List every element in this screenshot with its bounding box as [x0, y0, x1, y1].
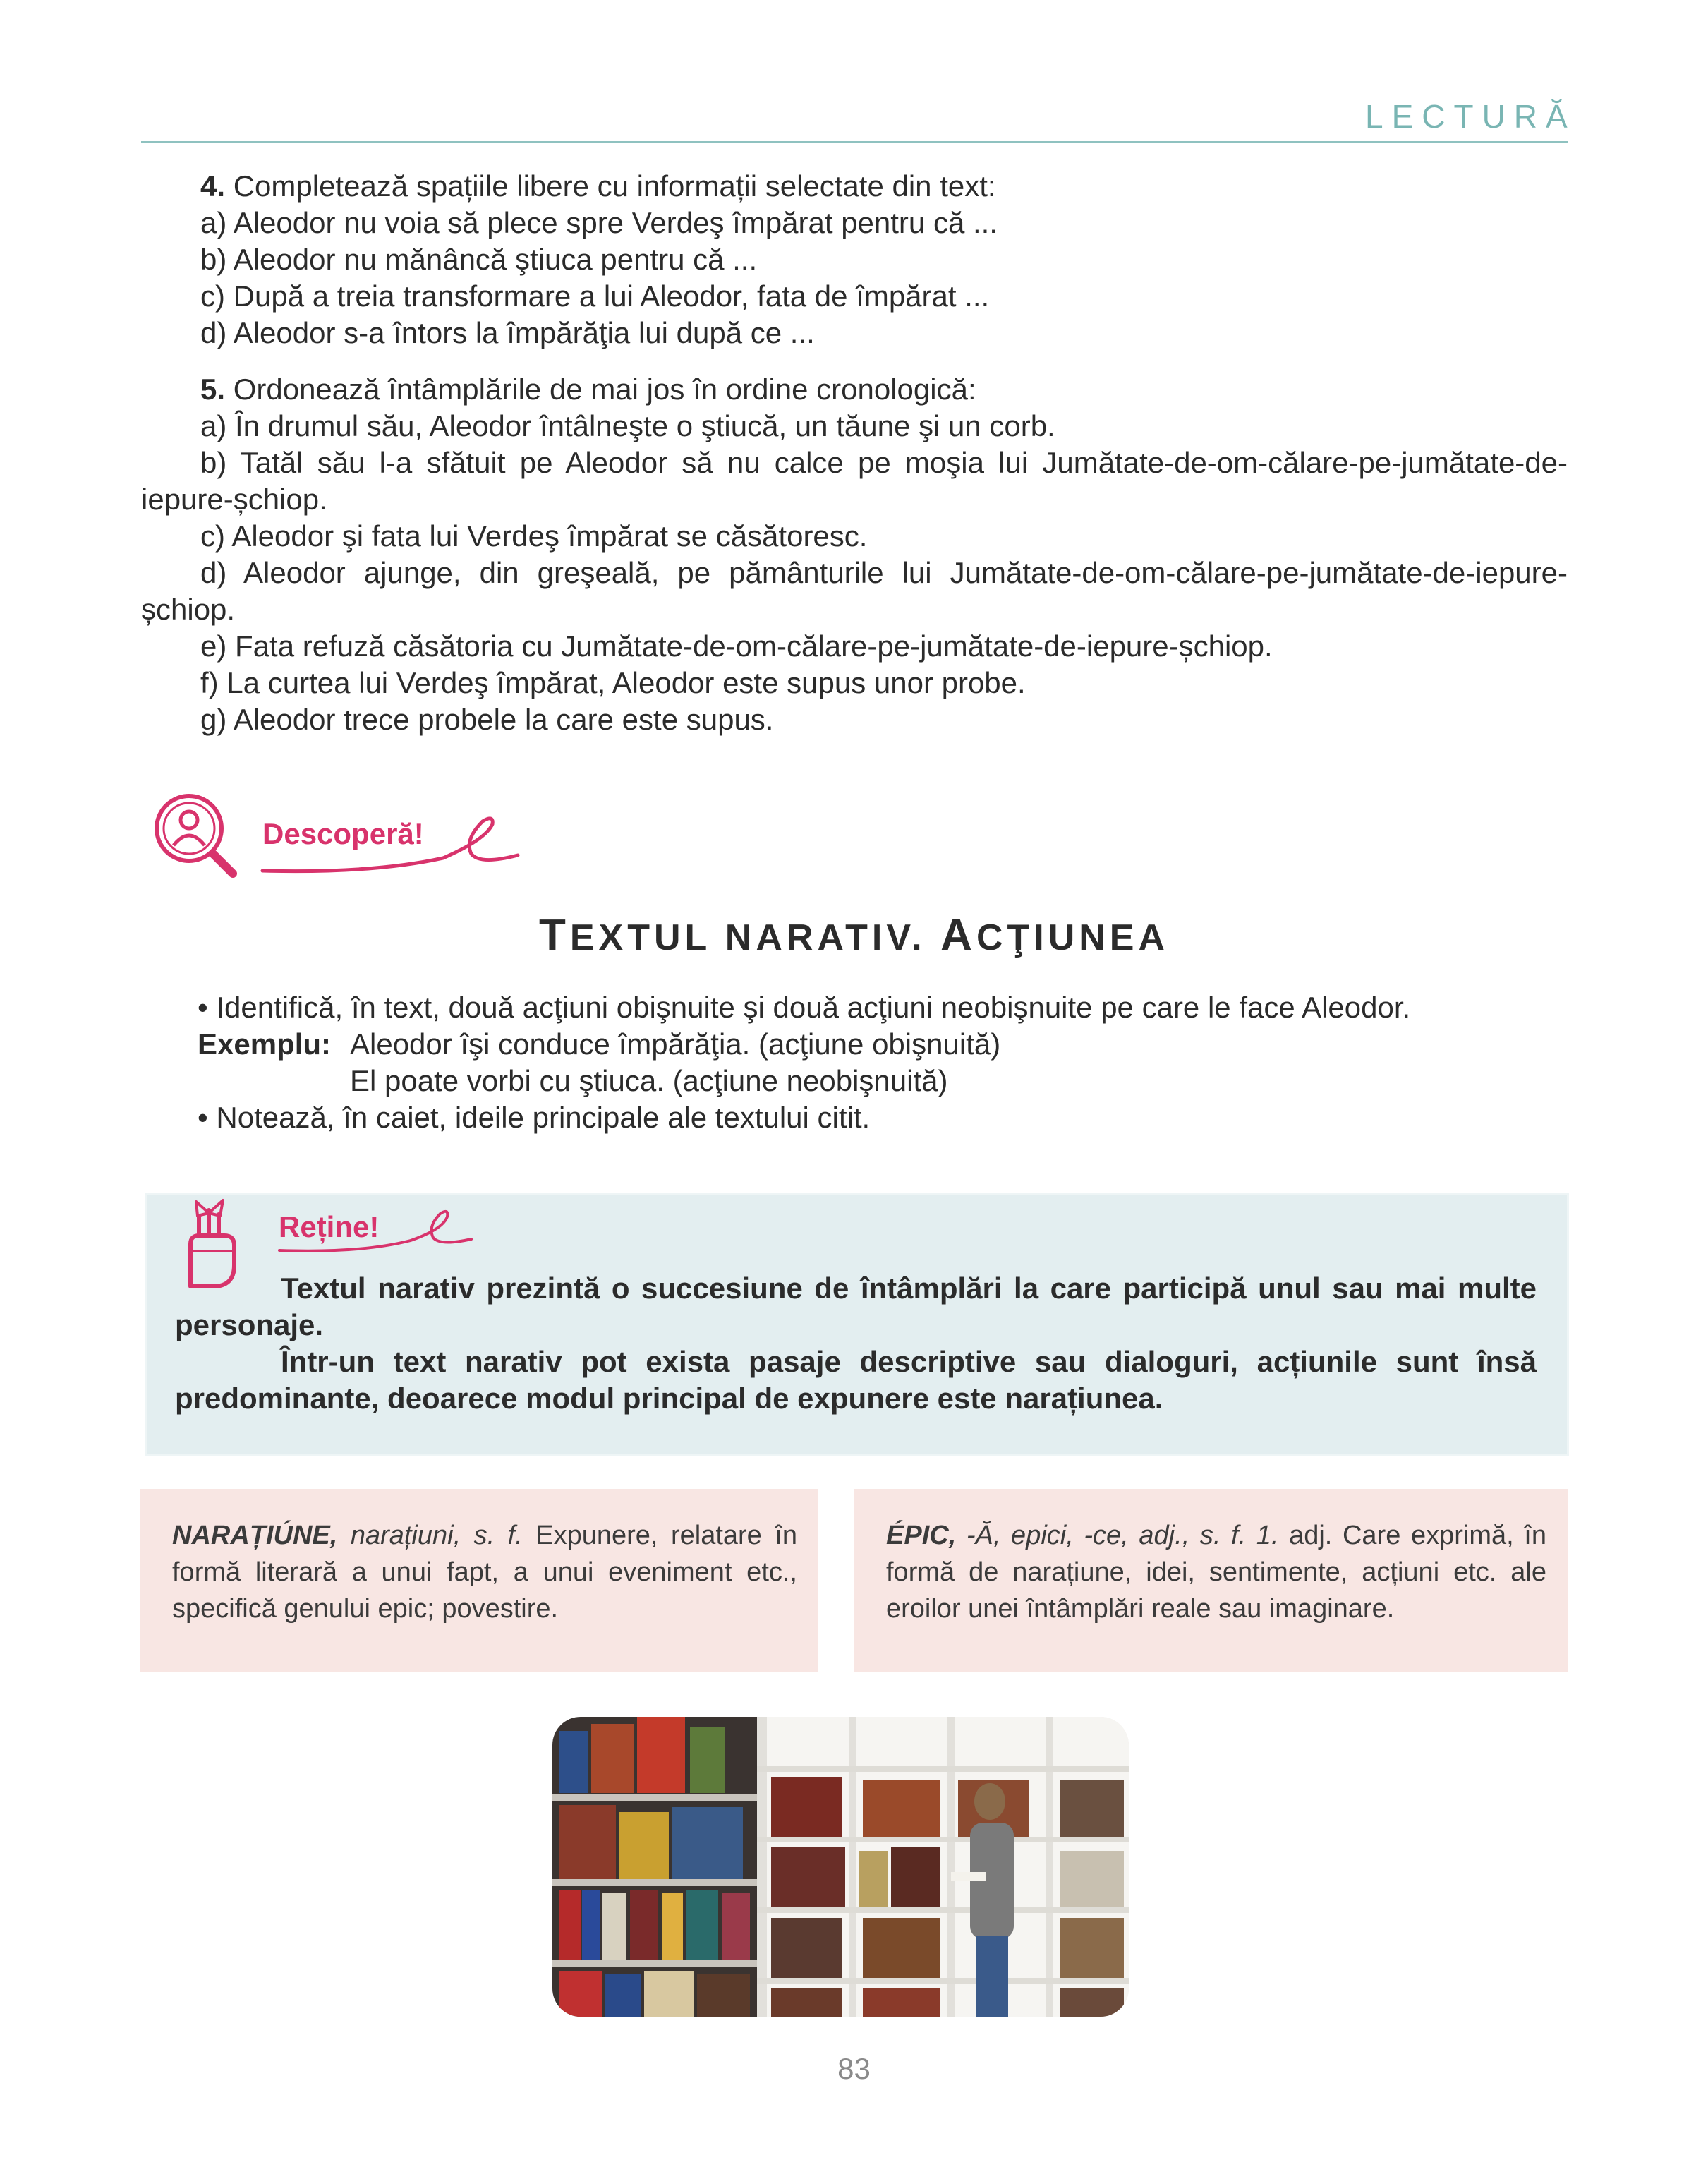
exercise-5-prompt: 5. Ordonează întâmplările de mai jos în ordine cronologică: [200, 373, 976, 406]
definition-box [140, 1489, 818, 1672]
list-item: d) Aleodor ajunge, din greşeală, pe pământurile lui Jumătate-de-om-călare-pe-jumătate-de-iepure-șchiop. [141, 556, 1568, 626]
remember-paragraph: Într-un text narativ pot exista pasaje descriptive sau dialoguri, acțiunile sunt însă predominante, deoarece modul principal de expunere este narațiunea. [175, 1345, 1537, 1415]
chapter-title: LECTURĂ [1365, 98, 1576, 135]
list-item: b) Aleodor nu mănâncă ştiuca pentru că ... [200, 243, 758, 276]
list-item: d) Aleodor s-a întors la împărăţia lui după ce ... [200, 316, 815, 349]
discover-underline [260, 811, 521, 882]
list-item: e) Fata refuză căsătoria cu Jumătate-de-om-călare-pe-jumătate-de-iepure-șchiop. [200, 629, 1273, 663]
remember-label: Reține! [279, 1210, 380, 1243]
example-row: El poate vorbi cu ştiuca. (acţiune neobişnuită) [350, 1064, 948, 1097]
list-item: a) Aleodor nu voia să plece spre Verdeş împărat pentru că ... [200, 206, 998, 239]
magnifier-person-icon [148, 789, 240, 881]
list-item: g) Aleodor trece probele la care este supus. [200, 703, 774, 736]
task-list [198, 989, 1580, 1136]
example-row: Exemplu: Aleodor îşi conduce împărăţia. (acţiune obişnuită) [198, 1026, 1580, 1063]
exercise-number: 4. [200, 169, 226, 203]
section-title: TEXTUL NARATIV. ACŢIUNEA [538, 911, 1170, 960]
definition-box [854, 1489, 1568, 1672]
page-number: 83 [837, 2052, 871, 2085]
bullet-item: • Identifică, în text, două acţiuni obişnuite şi două acţiuni neobişnuite pe care le face Aleodor. [198, 991, 1411, 1024]
bullet-item: • Notează, în caiet, ideile principale ale textului citit. [198, 1101, 871, 1134]
remember-text [175, 1270, 1537, 1417]
list-item: c) După a treia transformare a lui Aleodor, fata de împărat ... [200, 279, 990, 313]
definition-text: NARAȚIÚNE, narațiuni, s. f. Expunere, relatare în formă literară a unui fapt, a unui eveniment etc., specifică genului epic; povestire. [172, 1521, 797, 1624]
list-item: f) La curtea lui Verdeş împărat, Aleodor este supus unor probe. [200, 666, 1026, 699]
exercise-number: 5. [200, 373, 226, 406]
header-divider [141, 141, 1568, 143]
list-item: c) Aleodor şi fata lui Verdeş împărat se căsătoresc. [200, 519, 868, 553]
library-photo [552, 1717, 1129, 2017]
remember-paragraph: Textul narativ prezintă o succesiune de întâmplări la care participă unul sau mai multe personaje. [175, 1272, 1537, 1341]
list-item: a) În drumul său, Aleodor întâlneşte o ştiucă, un tăune şi un corb. [200, 409, 1055, 442]
definition-text: ÉPIC, -Ă, epici, -ce, adj., s. f. 1. adj. Care exprimă, în formă de narațiune, idei, sentimente, acțiuni etc. ale eroilor unei întâmplări reale sau imaginare. [886, 1521, 1546, 1624]
discover-label: Descoperă! [262, 817, 424, 850]
example-label: Exemplu: [198, 1027, 332, 1061]
exercise-4-prompt: 4. Completează spațiile libere cu informații selectate din text: [200, 169, 996, 203]
exercise-4 [141, 168, 1568, 351]
exercise-5 [141, 371, 1568, 738]
remember-underline [277, 1205, 474, 1262]
list-item: b) Tatăl său l-a sfătuit pe Aleodor să nu calce pe moşia lui Jumătate-de-om-călare-pe-jumătate-de-iepure-șchiop. [141, 446, 1568, 516]
library-bookshelves-illustration [552, 1717, 1129, 2017]
